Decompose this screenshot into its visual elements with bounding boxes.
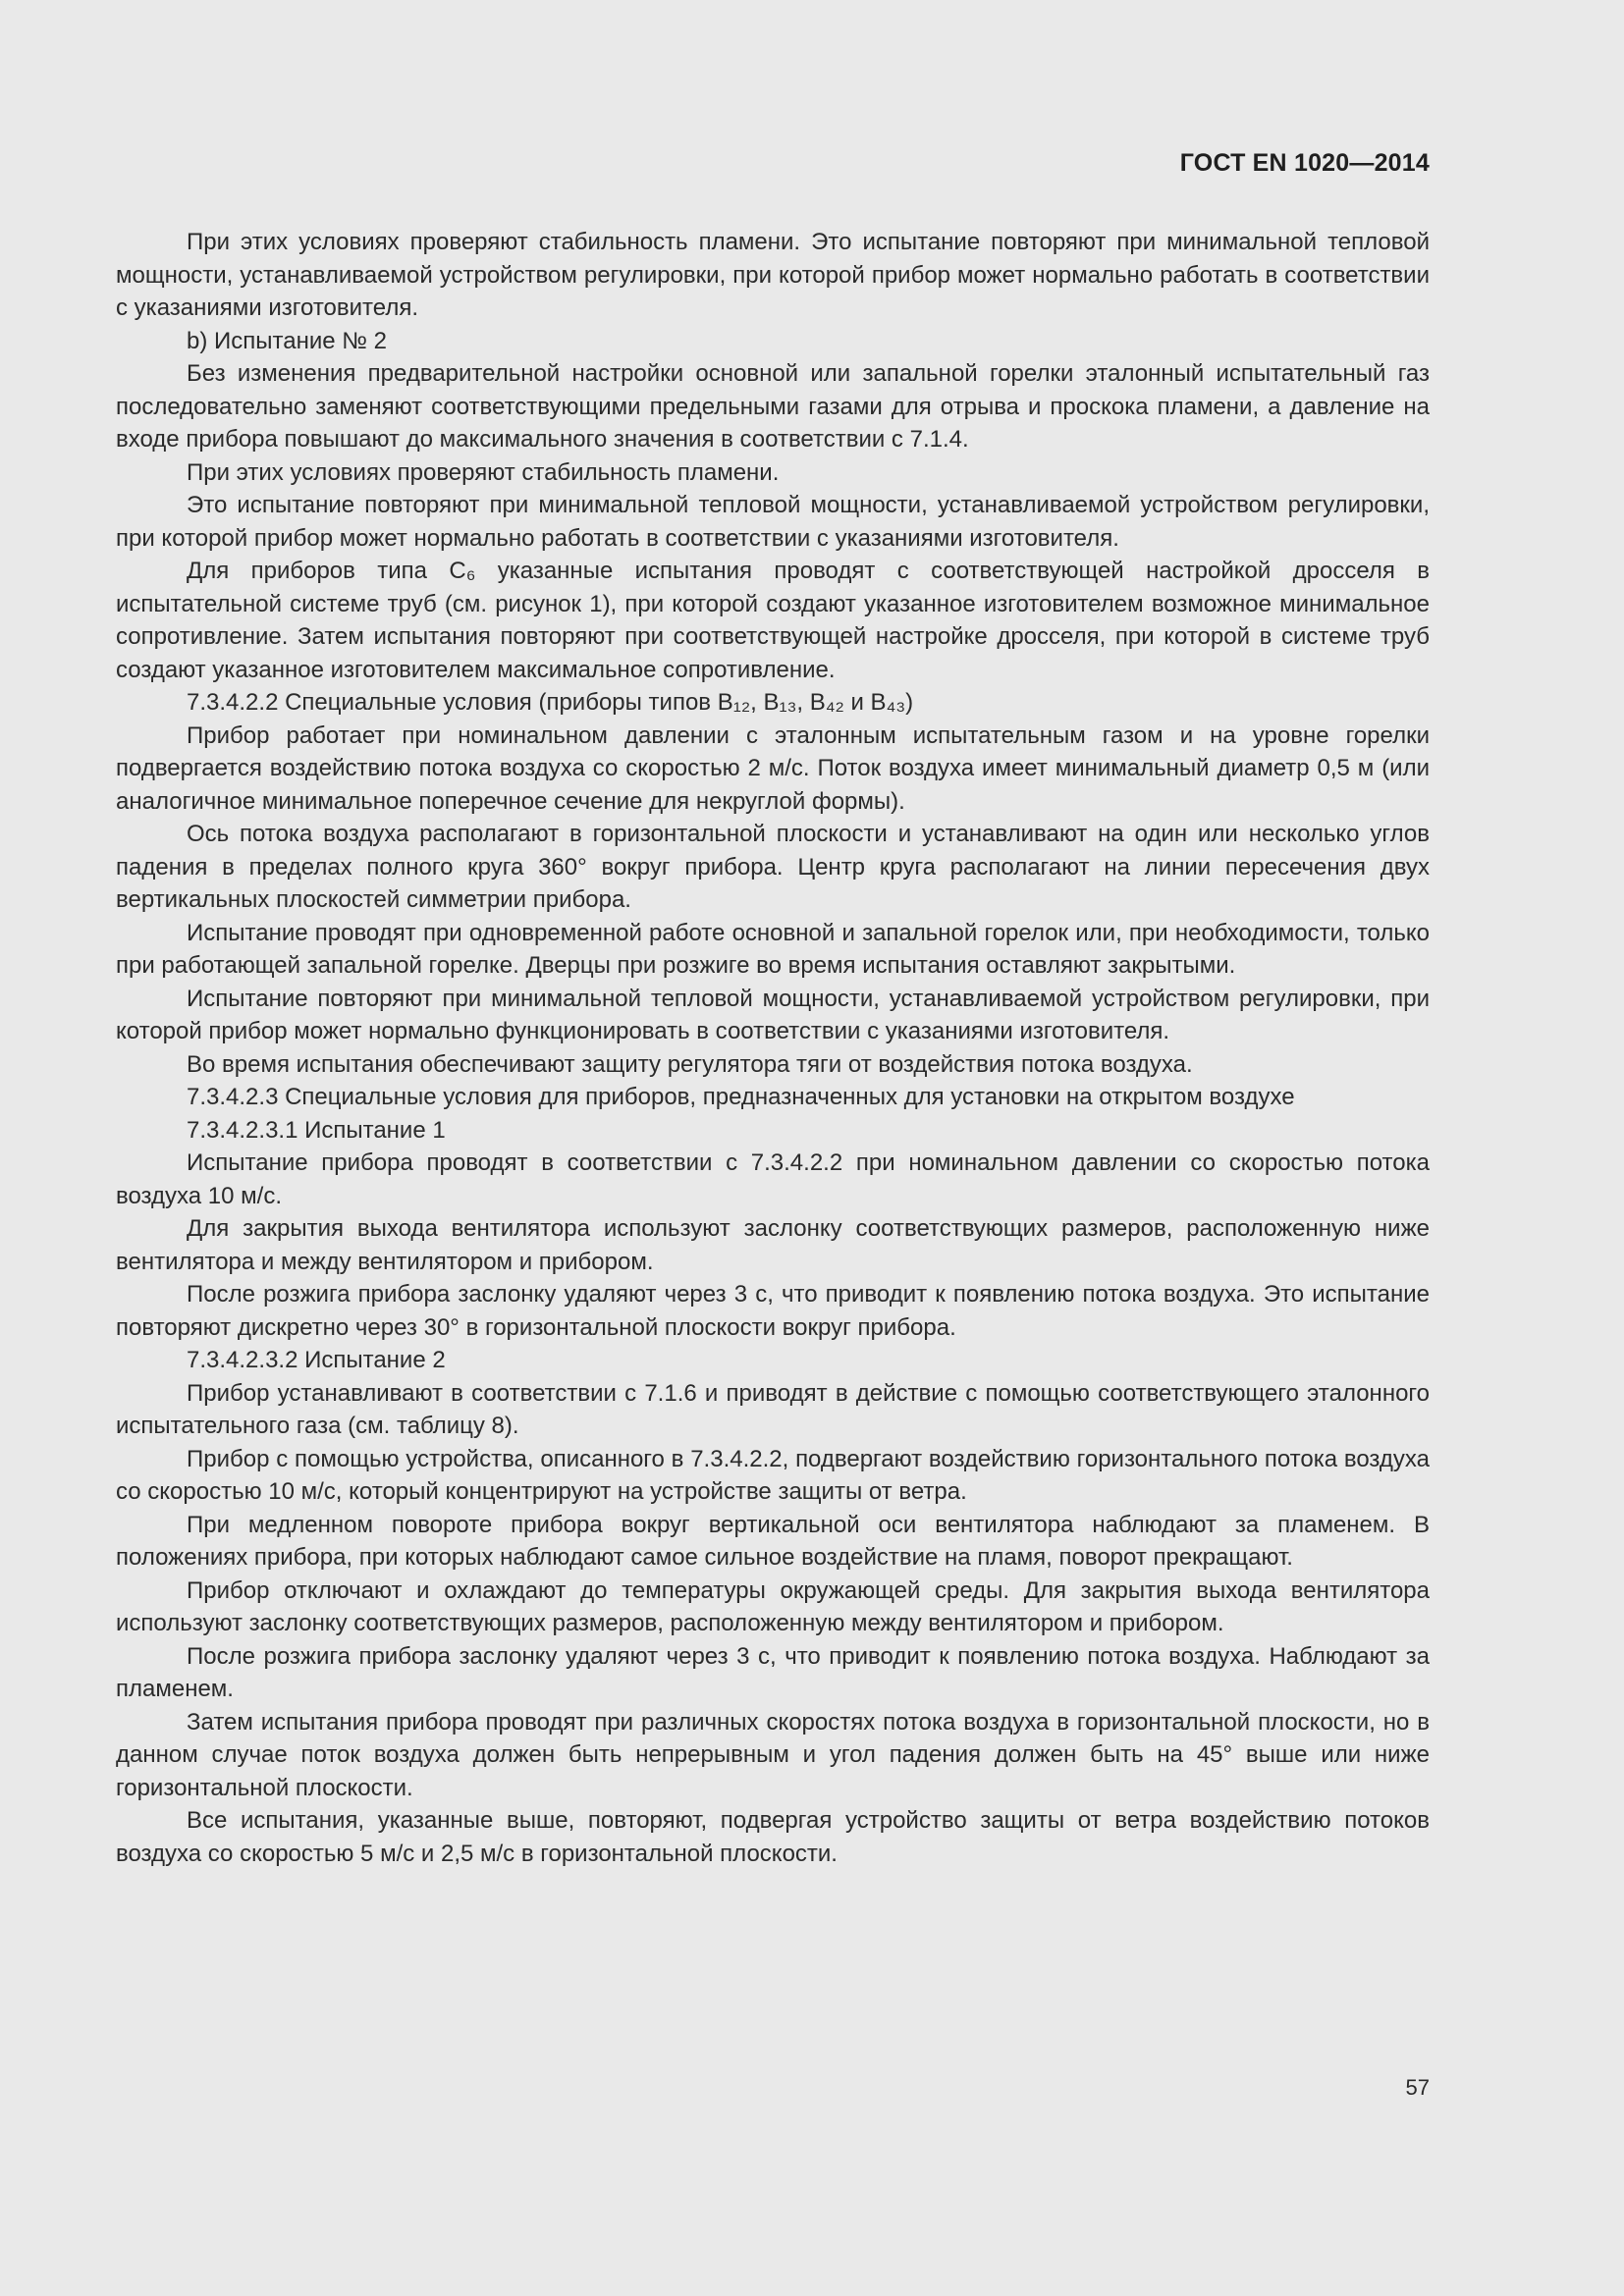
paragraph-9: Ось потока воздуха располагают в горизонтальной плоскости и устанавливают на один или несколько углов падения в пределах полного круга 360° вокруг прибора. Центр круга располагают на линии пересечения двух вертикальных плоскостей симметрии прибора. [116, 821, 1430, 913]
page-title: ГОСТ EN 1020—2014 [1179, 149, 1430, 177]
paragraph-6: Для приборов типа C₆ указанные испытания проводят с соответствующей настройкой дросселя в испытательной системе труб (см. рисунок 1), при которой создают указанное изготовителем возможное минимальное сопротивление. Затем испытания повторяют при соответствующей настройке дросселя, при которой в системе труб создают указанное изготовителем максимальное сопротивление. [116, 558, 1430, 683]
document-body [116, 226, 1430, 1870]
paragraph-8: Прибор работает при номинальном давлении с эталонным испытательным газом и на уровне горелки подвергается воздействию потока воздуха со скоростью 2 м/с. Поток воздуха имеет минимальный диаметр 0,5 м (или аналогичное минимальное поперечное сечение для некруглой формы). [116, 721, 1430, 815]
paragraph-23: После розжига прибора заслонку удаляют через 3 с, что приводит к появлению потока воздуха. Наблюдают за пламенем. [116, 1642, 1430, 1702]
paragraph-22: Прибор отключают и охлаждают до температуры окружающей среды. Для закрытия выхода вентилятора используют заслонку соответствующих размеров, расположенную между вентилятором и прибором. [116, 1576, 1430, 1636]
section-heading-7-3-4-2-3-2: 7.3.4.2.3.2 Испытание 2 [187, 1347, 446, 1373]
section-heading-7-3-4-2-3: 7.3.4.2.3 Специальные условия для приборов, предназначенных для установки на открытом воздухе [187, 1084, 1295, 1110]
paragraph-20: Прибор с помощью устройства, описанного в 7.3.4.2.2, подвергают воздействию горизонтального потока воздуха со скоростью 10 м/с, который концентрируют на устройстве защиты от ветра. [116, 1445, 1430, 1505]
paragraph-2: b) Испытание № 2 [187, 327, 388, 354]
paragraph-5: Это испытание повторяют при минимальной тепловой мощности, устанавливаемой устройством регулировки, при которой прибор может нормально работать в соответствии с указаниями изготовителя. [116, 492, 1430, 552]
page-number: 57 [1405, 2075, 1430, 2100]
paragraph-15: Испытание прибора проводят в соответствии с 7.3.4.2.2 при номинальном давлении со скоростью потока воздуха 10 м/с. [116, 1149, 1430, 1209]
paragraph-17: После розжига прибора заслонку удаляют через 3 с, что приводит к появлению потока воздуха. Это испытание повторяют дискретно через 30° в горизонтальной плоскости вокруг прибора. [116, 1281, 1430, 1341]
section-heading-7-3-4-2-3-1: 7.3.4.2.3.1 Испытание 1 [187, 1116, 446, 1144]
paragraph-21: При медленном повороте прибора вокруг вертикальной оси вентилятора наблюдают за пламенем. В положениях прибора, при которых наблюдают самое сильное воздействие на пламя, поворот прекращают. [116, 1511, 1430, 1571]
paragraph-12: Во время испытания обеспечивают защиту регулятора тяги от воздействия потока воздуха. [187, 1050, 1193, 1078]
paragraph-10: Испытание проводят при одновременной работе основной и запальной горелок или, при необходимости, только при работающей запальной горелке. Дверцы при розжиге во время испытания оставляют закрытыми. [116, 919, 1430, 979]
paragraph-11: Испытание повторяют при минимальной тепловой мощности, устанавливаемой устройством регулировки, при которой прибор может нормально функционировать в соответствии с указаниями изготовителя. [116, 985, 1430, 1044]
paragraph-16: Для закрытия выхода вентилятора используют заслонку соответствующих размеров, расположенную ниже вентилятора и между вентилятором и прибором. [116, 1215, 1430, 1275]
paragraph-25: Все испытания, указанные выше, повторяют, подвергая устройство защиты от ветра воздействию потоков воздуха со скоростью 5 м/с и 2,5 м/с в горизонтальной плоскости. [116, 1807, 1430, 1867]
section-heading-7-3-4-2-2: 7.3.4.2.2 Специальные условия (приборы типов B₁₂, B₁₃, B₄₂ и B₄₃) [187, 689, 914, 716]
paragraph-19: Прибор устанавливают в соответствии с 7.1.6 и приводят в действие с помощью соответствующего эталонного испытательного газа (см. таблицу 8). [116, 1379, 1430, 1439]
paragraph-1: При этих условиях проверяют стабильность пламени. Это испытание повторяют при минимальной тепловой мощности, устанавливаемой устройством регулировки, при которой прибор может нормально работать в соответствии с указаниями изготовителя. [116, 229, 1430, 321]
paragraph-4: При этих условиях проверяют стабильность пламени. [187, 458, 780, 486]
paragraph-3: Без изменения предварительной настройки основной или запальной горелки эталонный испытательный газ последовательно заменяют соответствующими предельными газами для отрыва и проскока пламени, а давление на входе прибора повышают до максимального значения в соответствии с 7.1.4. [116, 360, 1430, 453]
paragraph-24: Затем испытания прибора проводят при различных скоростях потока воздуха в горизонтальной плоскости, но в данном случае поток воздуха должен быть непрерывным и угол падения должен быть на 45° выше или ниже горизонтальной плоскости. [116, 1708, 1430, 1801]
